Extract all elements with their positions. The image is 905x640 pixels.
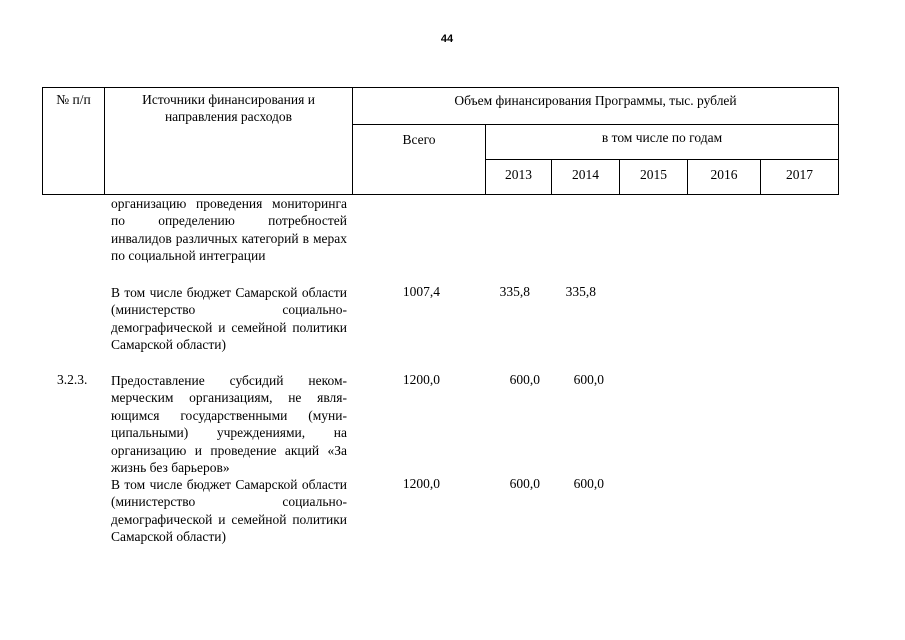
header-year-2015: 2015: [620, 160, 688, 195]
row-total: 1200,0: [402, 476, 440, 491]
header-number-column: № п/п: [43, 88, 105, 195]
header-year-2017: 2017: [761, 160, 839, 195]
row-2014: 600,0: [573, 372, 604, 387]
row-2013: 600,0: [509, 476, 540, 491]
row-2014: 335,8: [565, 284, 596, 299]
header-year-2013: 2013: [486, 160, 552, 195]
header-year-2014: 2014: [552, 160, 620, 195]
header-year-2016: 2016: [688, 160, 761, 195]
row-description: Предоставление субсидий некоммерческим организациям, не являющимся государственными (муниципальными) учреждениями, на организацию и проведение акций «За жизнь без барьеров»: [111, 373, 347, 476]
row-2014: 600,0: [573, 476, 604, 491]
table-header: [42, 87, 839, 195]
row-description: организацию проведения мониторинга по определению потребностей инвалидов различных категорий в мерах по социальной интеграции: [111, 196, 347, 264]
row-description: В том числе бюджет Самарской области (министерство социально-демографической и семейной политики Самарской области): [111, 285, 347, 353]
row-number: 3.2.3.: [57, 372, 88, 387]
header-source-column: Источники финансирования и направления расходов: [105, 88, 353, 195]
row-total: 1200,0: [402, 372, 440, 387]
page-number: 44: [440, 33, 454, 45]
row-2013: 600,0: [509, 372, 540, 387]
row-description: В том числе бюджет Самарской области (министерство социально-демографической и семейной политики Самарской области): [111, 477, 347, 545]
header-by-years: в том числе по годам: [486, 125, 839, 160]
row-2013: 335,8: [499, 284, 530, 299]
row-total: 1007,4: [402, 284, 440, 299]
header-total: Всего: [353, 125, 486, 195]
header-volume: Объем финансирования Программы, тыс. рублей: [353, 88, 839, 125]
